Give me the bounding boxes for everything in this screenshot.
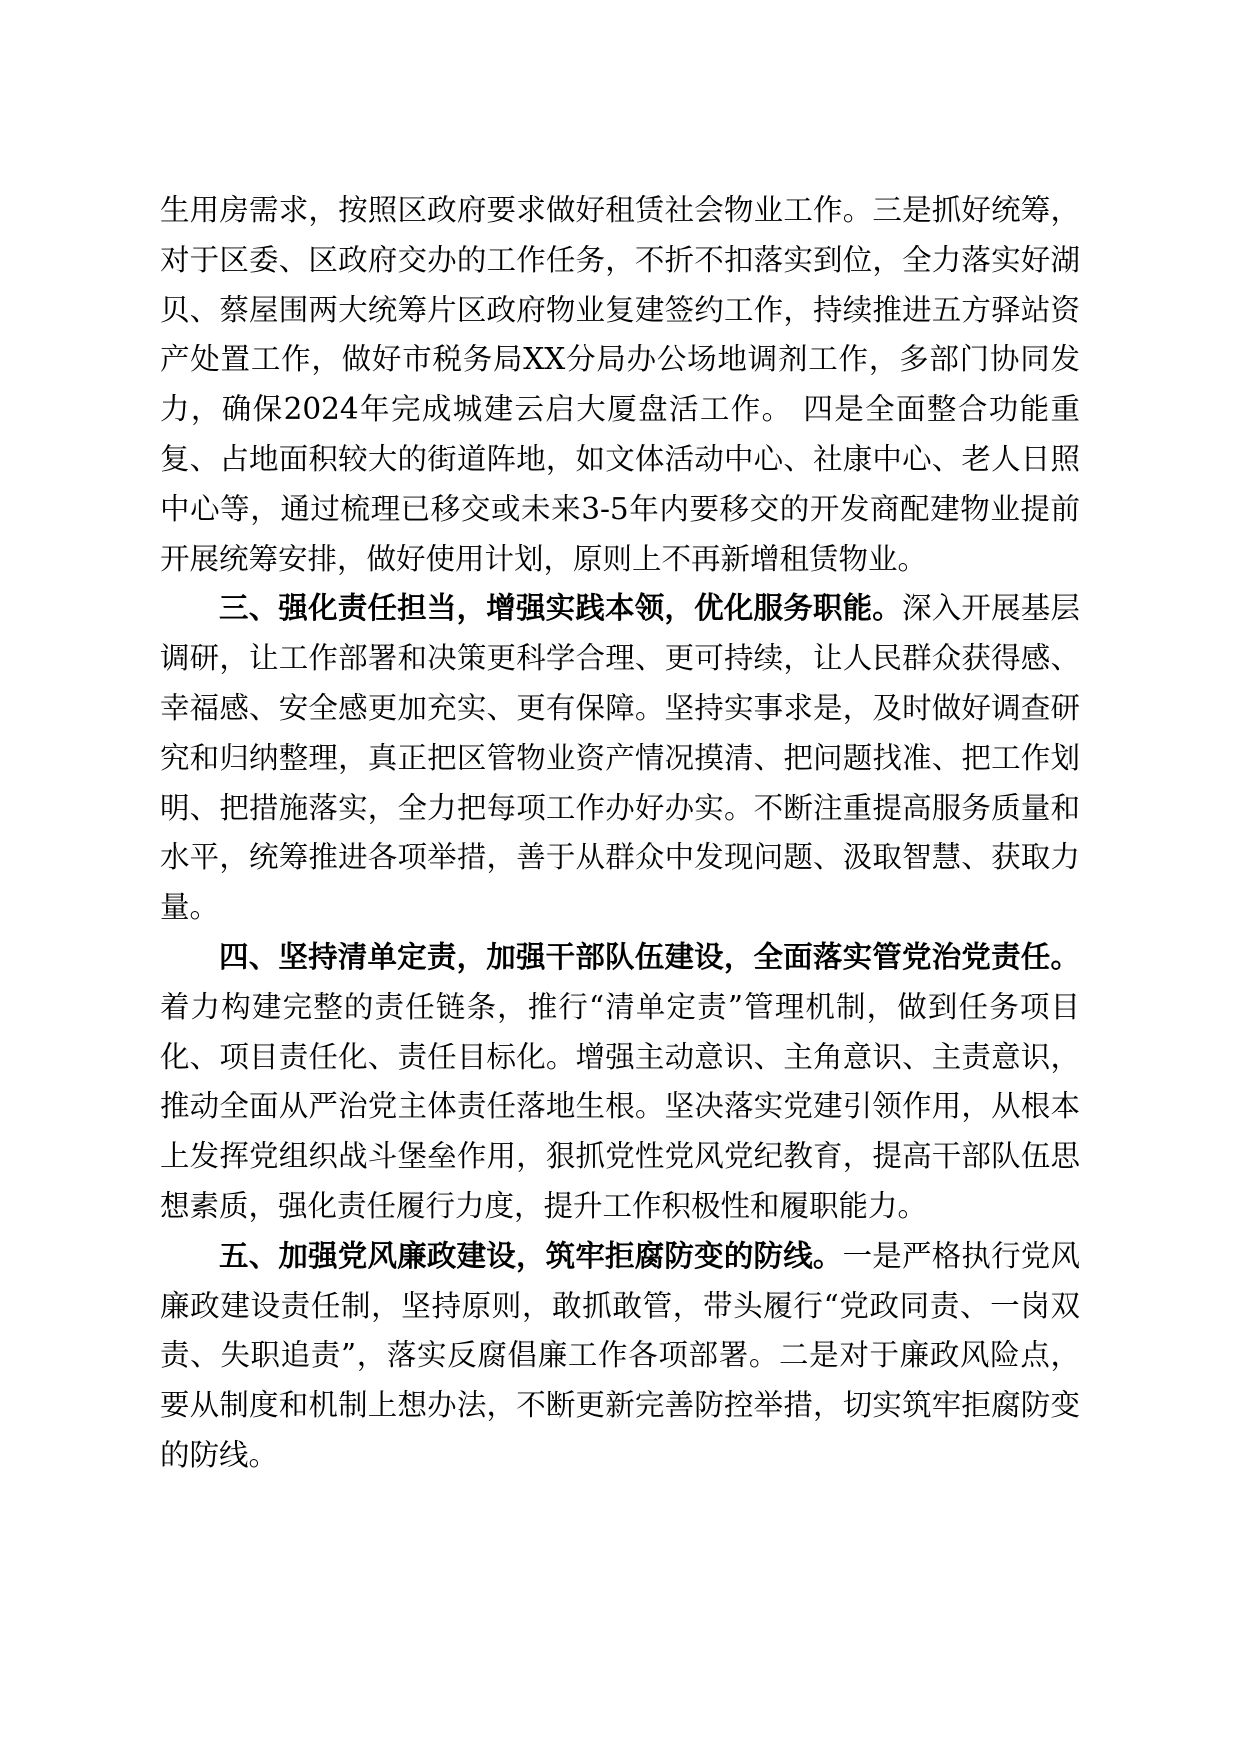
paragraph-body: 深入开展基层调研，让工作部署和决策更科学合理、更可持续，让人民群众获得感、幸福感、安全感更加充实、更有保障。坚持实事求是，及时做好调查研究和归纳整理，真正把区管物业资产情况摸清、把问题找准、把工作划明、把措施落实，全力把每项工作办好办实。不断注重提高服务质量和水平，统筹推进各项举措，善于从群众中发现问题、汲取智慧、获取力量。 bbox=[160, 591, 1080, 925]
paragraph-section-4 bbox=[160, 933, 1080, 1232]
paragraph-continued bbox=[160, 186, 1080, 584]
section-heading: 三、强化责任担当，增强实践本领，优化服务职能。 bbox=[219, 591, 902, 626]
paragraph-body: 生用房需求，按照区政府要求做好租赁社会物业工作。三是抓好统筹，对于区委、区政府交办的工作任务，不折不扣落实到位，全力落实好湖贝、蔡屋围两大统筹片区政府物业复建签约工作，持续推进五方驿站资产处置工作，做好市税务局XX分局办公场地调剂工作，多部门协同发力，确保2024年完成城建云启大厦盘活工作。 四是全面整合功能重复、占地面积较大的街道阵地，如文体活动中心、社康中心、老人日照中心等，通过梳理已移交或未来3-5年内要移交的开发商配建物业提前开展统筹安排，做好使用计划，原则上不再新增租赁物业。 bbox=[160, 193, 1080, 576]
paragraph-body: 一是严格执行党风廉政建设责任制，坚持原则，敢抓敢管，带头履行“党政同责、一岗双责、失职追责”，落实反腐倡廉工作各项部署。二是对于廉政风险点，要从制度和机制上想办法，不断更新完善防控举措，切实筑牢拒腐防变的防线。 bbox=[160, 1238, 1080, 1472]
document-page bbox=[160, 186, 1080, 1481]
paragraph-body: 着力构建完整的责任链条，推行“清单定责”管理机制，做到任务项目化、项目责任化、责任目标化。增强主动意识、主角意识、主责意识，推动全面从严治党主体责任落地生根。坚决落实党建引领作用，从根本上发挥党组织战斗堡垒作用，狠抓党性党风党纪教育，提高干部队伍思想素质，强化责任履行力度，提升工作积极性和履职能力。 bbox=[160, 989, 1080, 1223]
paragraph-section-3 bbox=[160, 584, 1080, 933]
section-heading: 四、坚持清单定责，加强干部队伍建设，全面落实管党治党责任。 bbox=[219, 939, 1080, 974]
section-heading: 五、加强党风廉政建设，筑牢拒腐防变的防线。 bbox=[219, 1238, 843, 1273]
paragraph-section-5 bbox=[160, 1232, 1080, 1481]
